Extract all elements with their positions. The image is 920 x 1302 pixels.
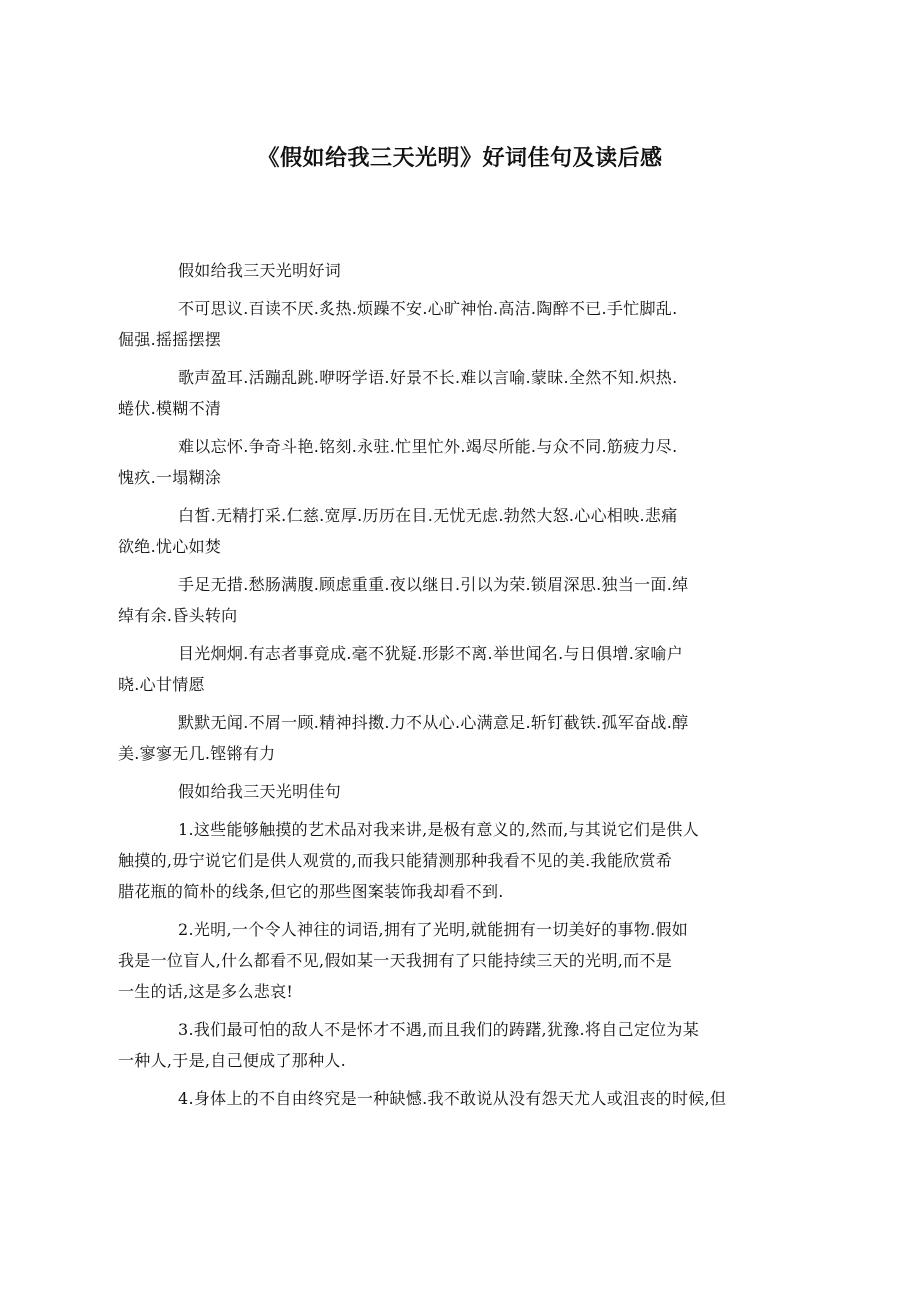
paragraph (118, 569, 818, 631)
paragraph-line: 3.我们最可怕的敌人不是怀才不遇,而且我们的踌躇,犹豫.将自己定位为某 (178, 1020, 700, 1039)
paragraph (118, 1014, 818, 1076)
paragraph (118, 914, 818, 1007)
paragraph (118, 638, 818, 700)
paragraph-line: 绰有余.昏头转向 (118, 606, 238, 625)
paragraph-line: 蜷伏.模糊不清 (118, 399, 222, 418)
paragraph-line: 一生的话,这是多么悲哀! (118, 982, 294, 1001)
document-body (118, 255, 818, 1121)
paragraph-line: 假如给我三天光明佳句 (178, 782, 342, 801)
paragraph-line: 晓.心甘情愿 (118, 675, 205, 694)
paragraph (118, 255, 818, 286)
paragraph (118, 776, 818, 807)
paragraph (118, 431, 818, 493)
paragraph (118, 707, 818, 769)
paragraph-line: 不可思议.百读不厌.炙热.烦躁不安.心旷神怡.高洁.陶醉不已.手忙脚乱. (178, 299, 678, 318)
paragraph-line: 4.身体上的不自由终究是一种缺憾.我不敢说从没有怨天尤人或沮丧的时候,但 (178, 1089, 727, 1108)
paragraph-line: 白皙.无精打采.仁慈.宽厚.历历在目.无忧无虑.勃然大怒.心心相映.悲痛 (178, 506, 678, 525)
paragraph-line: 歌声盈耳.活蹦乱跳.咿呀学语.好景不长.难以言喻.蒙昧.全然不知.炽热. (178, 368, 678, 387)
paragraph-line: 2.光明,一个令人神往的词语,拥有了光明,就能拥有一切美好的事物.假如 (178, 920, 689, 939)
paragraph-line: 愧疚.一塌糊涂 (118, 468, 222, 487)
paragraph-line: 1.这些能够触摸的艺术品对我来讲,是极有意义的,然而,与其说它们是供人 (178, 820, 700, 839)
paragraph-line: 一种人,于是,自己便成了那种人. (118, 1051, 347, 1070)
paragraph (118, 293, 818, 355)
paragraph (118, 500, 818, 562)
document-title: 《假如给我三天光明》好词佳句及读后感 (257, 145, 663, 171)
paragraph (118, 362, 818, 424)
paragraph-line: 美.寥寥无几.铿锵有力 (118, 744, 276, 763)
paragraph-line: 假如给我三天光明好词 (178, 261, 342, 280)
paragraph (118, 1083, 818, 1114)
paragraph-line: 触摸的,毋宁说它们是供人观赏的,而我只能猜测那种我看不见的美.我能欣赏希 (118, 851, 673, 870)
paragraph-line: 手足无措.愁肠满腹.顾虑重重.夜以继日.引以为荣.锁眉深思.独当一面.绰 (178, 575, 689, 594)
paragraph-line: 欲绝.忧心如焚 (118, 537, 222, 556)
paragraph (118, 814, 818, 907)
paragraph-line: 倔强.摇摇摆摆 (118, 330, 222, 349)
paragraph-line: 目光炯炯.有志者事竟成.毫不犹疑.形影不离.举世闻名.与日俱增.家喻户 (178, 644, 684, 663)
paragraph-line: 我是一位盲人,什么都看不见,假如某一天我拥有了只能持续三天的光明,而不是 (118, 951, 673, 970)
paragraph-line: 默默无闻.不屑一顾.精神抖擞.力不从心.心满意足.斩钉截铁.孤军奋战.醇 (178, 713, 689, 732)
paragraph-line: 难以忘怀.争奇斗艳.铭刻.永驻.忙里忙外.竭尽所能.与众不同.筋疲力尽. (178, 437, 678, 456)
paragraph-line: 腊花瓶的简朴的线条,但它的那些图案装饰我却看不到. (118, 882, 504, 901)
